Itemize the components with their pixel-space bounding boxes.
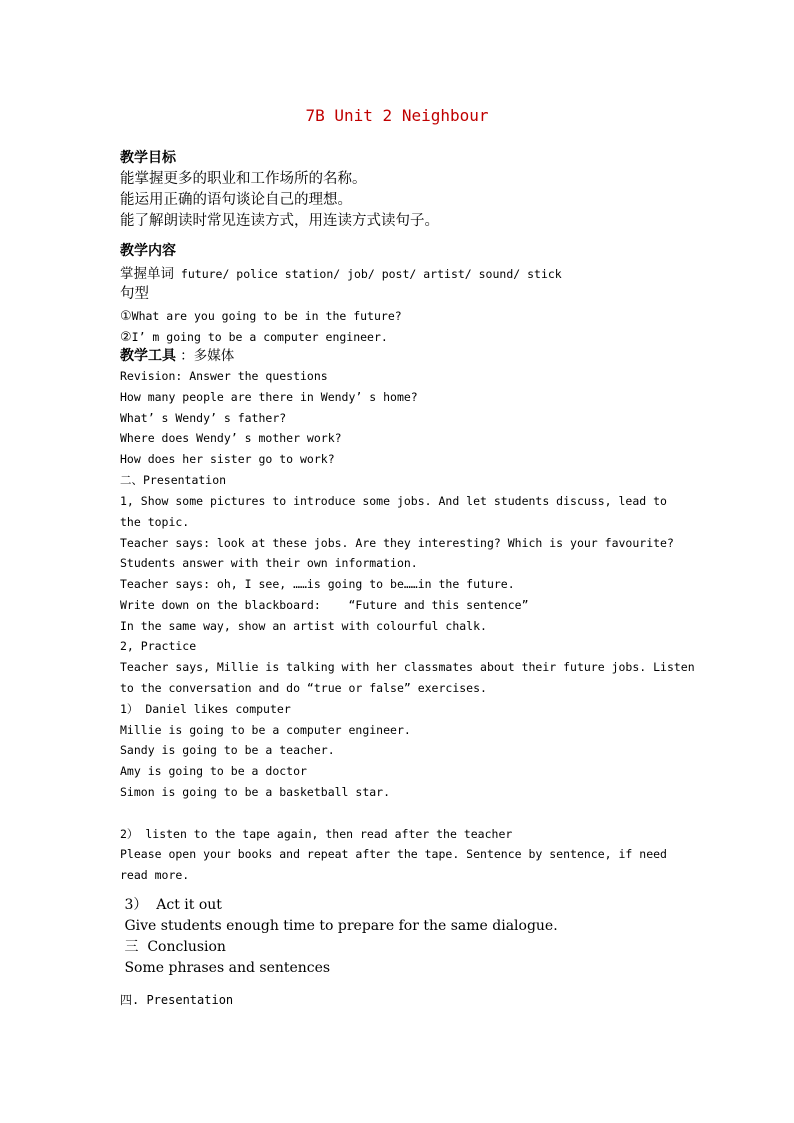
body-line: Amy is going to be a doctor	[120, 764, 307, 778]
body-line: read more.	[120, 868, 190, 882]
body-line: Where does Wendy’ s mother work?	[120, 431, 342, 445]
objective-item: 能运用正确的语句谈论自己的理想。	[120, 192, 352, 208]
body-line: Revision: Answer the questions	[120, 369, 328, 383]
tools-heading: 教学工具	[120, 348, 176, 364]
body-line: Sandy is going to be a teacher.	[120, 743, 335, 757]
body-line: Students answer with their own information.	[120, 556, 418, 570]
patterns-label: 句型	[120, 286, 149, 302]
body-line: 1, Show some pictures to introduce some jobs. And let students discuss, lead to	[120, 494, 667, 508]
conclusion-heading: 三 Conclusion	[120, 939, 226, 955]
pattern-2	[120, 329, 388, 345]
tools-value: ：多媒体	[176, 348, 235, 364]
act-it-out-text: Give students enough time to prepare for the same dialogue.	[120, 918, 558, 934]
tools-line	[120, 348, 234, 364]
body-line: Teacher says: oh, I see, ……is going to be……in the future.	[120, 577, 515, 591]
vocab-line	[120, 266, 562, 282]
pattern-2-number: ②	[120, 330, 132, 345]
body-line: In the same way, show an artist with colourful chalk.	[120, 619, 487, 633]
body-line: Write down on the blackboard: “Future and this sentence”	[120, 598, 529, 612]
body-line: the topic.	[120, 515, 190, 529]
body-line: What’ s Wendy’ s father?	[120, 411, 287, 425]
conclusion-text: Some phrases and sentences	[120, 960, 331, 976]
act-it-out-heading: 3） Act it out	[120, 897, 222, 913]
body-line: 1） Daniel likes computer	[120, 702, 291, 716]
body-line: Teacher says, Millie is talking with her classmates about their future jobs. Listen	[120, 660, 695, 674]
section-heading: 二、Presentation	[120, 473, 227, 487]
presentation-heading: 四. Presentation	[120, 993, 234, 1007]
vocab-words: future/ police station/ job/ post/ artist/ sound/ stick	[174, 267, 562, 281]
objective-item: 能掌握更多的职业和工作场所的名称。	[120, 171, 367, 187]
body-line: Teacher says: look at these jobs. Are they interesting? Which is your favourite?	[120, 536, 674, 550]
objective-item: 能了解朗读时常见连读方式，用连读方式读句子。	[120, 213, 439, 229]
body-line: Please open your books and repeat after the tape. Sentence by sentence, if need	[120, 847, 667, 861]
content-heading: 教学内容	[120, 243, 176, 259]
body-line: 2） listen to the tape again, then read after the teacher	[120, 827, 513, 841]
pattern-1-text: What are you going to be in the future?	[131, 309, 402, 323]
pattern-1-number: ①	[120, 309, 132, 324]
objectives-heading: 教学目标	[120, 150, 176, 166]
body-line: How does her sister go to work?	[120, 452, 335, 466]
body-line: to the conversation and do “true or false” exercises.	[120, 681, 487, 695]
page-title: 7B Unit 2 Neighbour	[305, 106, 489, 125]
pattern-2-text: I’ m going to be a computer engineer.	[131, 330, 388, 344]
pattern-1	[120, 308, 402, 324]
body-line: Simon is going to be a basketball star.	[120, 785, 391, 799]
body-line: Millie is going to be a computer engineer.	[120, 723, 411, 737]
section-heading: 2, Practice	[120, 639, 197, 653]
vocab-label: 掌握单词	[120, 266, 174, 282]
body-line: How many people are there in Wendy’ s home?	[120, 390, 418, 404]
